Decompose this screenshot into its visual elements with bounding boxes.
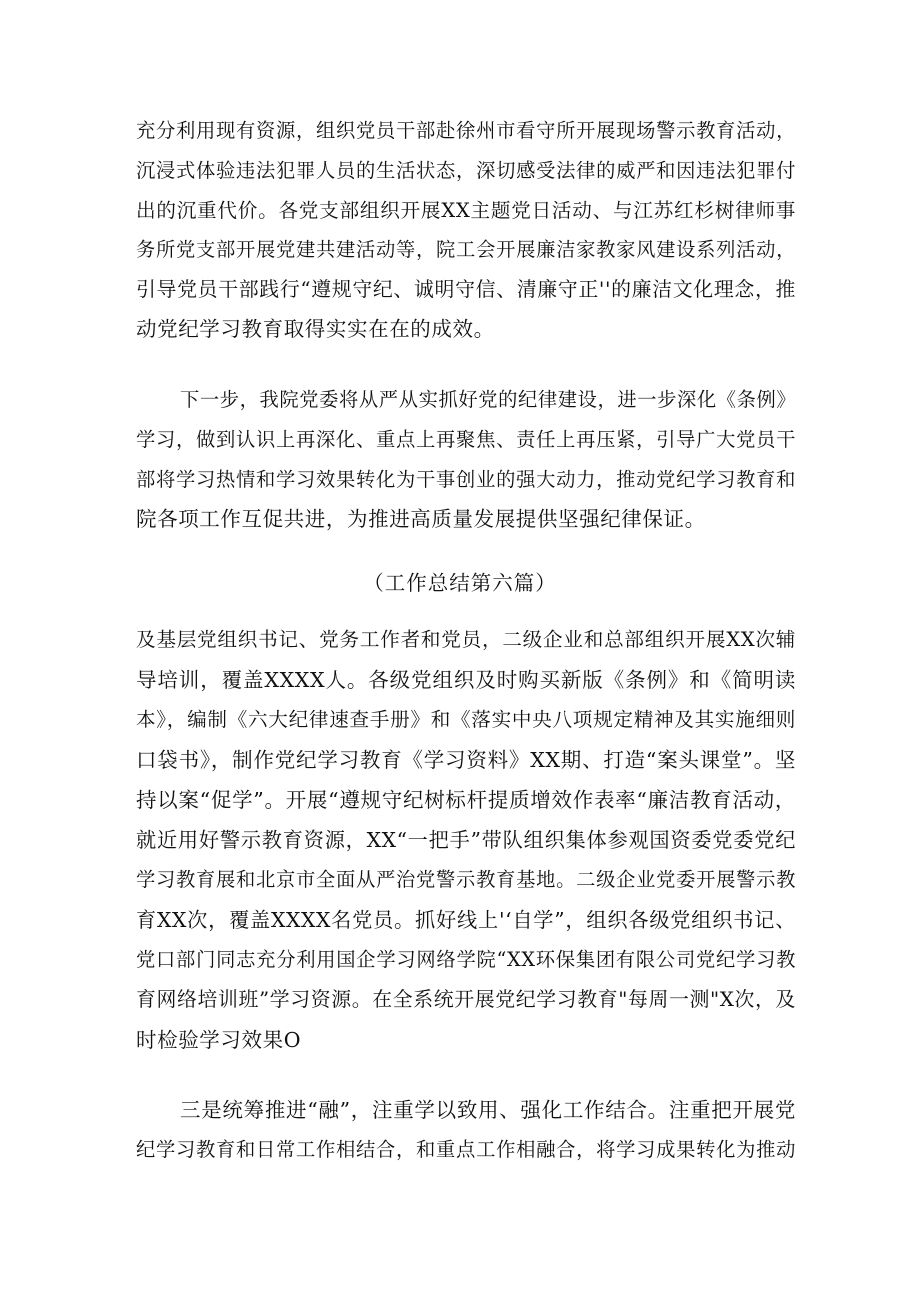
text-line: 动党纪学习教育取得实实在在的成效。 (136, 317, 495, 341)
text-line: 学习教育展和北京市全面从严治党警示教育基地。二级企业党委开展警示教 (136, 868, 796, 891)
text-line: 纪学习教育和日常工作相结合，和重点工作相融合，将学习成果转化为推动 (136, 1138, 796, 1161)
text-line: 院各项工作互促共进，为推进高质量发展提供坚强纪律保证。 (136, 507, 706, 531)
section-heading: （工作总结第六篇） (363, 571, 557, 595)
text-line: 沉浸式体验违法犯罪人员的生活状态，深切感受法律的威严和因违法犯罪付 (136, 159, 796, 182)
text-line: 持以案“促学”。开展“遵规守纪树标杆提质增效作表率“廉洁教育活动， (136, 788, 796, 812)
text-line: 部将学习热情和学习效果转化为干事创业的强大动力，推动党纪学习教育和 (136, 468, 796, 491)
text-line: 就近用好警示教育资源，XX“一把手”带队组织集体参观国资委党委党纪 (136, 828, 796, 852)
text-line: 导培训，覆盖XXXX人。各级党组织及时购买新版《条例》和《简明读 (136, 668, 796, 692)
text-line: 下一步，我院党委将从严从实抓好党的纪律建设，进一步深化《条例》 (180, 388, 796, 411)
text-line: 引导党员干部践行“遵规守纪、诚明守信、清廉守正''的廉洁文化理念，推 (136, 278, 796, 301)
text-line: 时检验学习效果O (136, 1028, 302, 1052)
text-line: 党口部门同志充分利用国企学习网络学院“XX环保集团有限公司党纪学习教 (136, 948, 796, 971)
text-line: 育网络培训班”学习资源。在全系统开展党纪学习教育"每周一测"X次，及 (136, 988, 796, 1011)
text-line: 学习，做到认识上再深化、重点上再聚焦、责任上再压紧，引导广大党员干 (136, 428, 796, 451)
text-line: 充分利用现有资源，组织党员干部赴徐州市看守所开展现场警示教育活动， (136, 119, 796, 142)
text-line: 口袋书》，制作党纪学习教育《学习资料》XX期、打造“案头课堂”。坚 (136, 748, 796, 772)
text-line: 本》，编制《六大纪律速查手册》和《落实中央八项规定精神及其实施细则 (136, 708, 796, 731)
text-line: 务所党支部开展党建共建活动等，院工会开展廉洁家教家风建设系列活动， (136, 238, 796, 261)
text-line: 育XX次，覆盖XXXX名党员。抓好线上'‘自学”，组织各级党组织书记、 (136, 908, 796, 932)
text-line: 出的沉重代价。各党支部组织开展XX主题党日活动、与江苏红杉树律师事 (136, 199, 796, 222)
text-line: 及基层党组织书记、党务工作者和党员，二级企业和总部组织开展XX次辅 (136, 628, 796, 651)
text-line: 三是统筹推进“融”，注重学以致用、强化工作结合。注重把开展党 (180, 1098, 796, 1122)
